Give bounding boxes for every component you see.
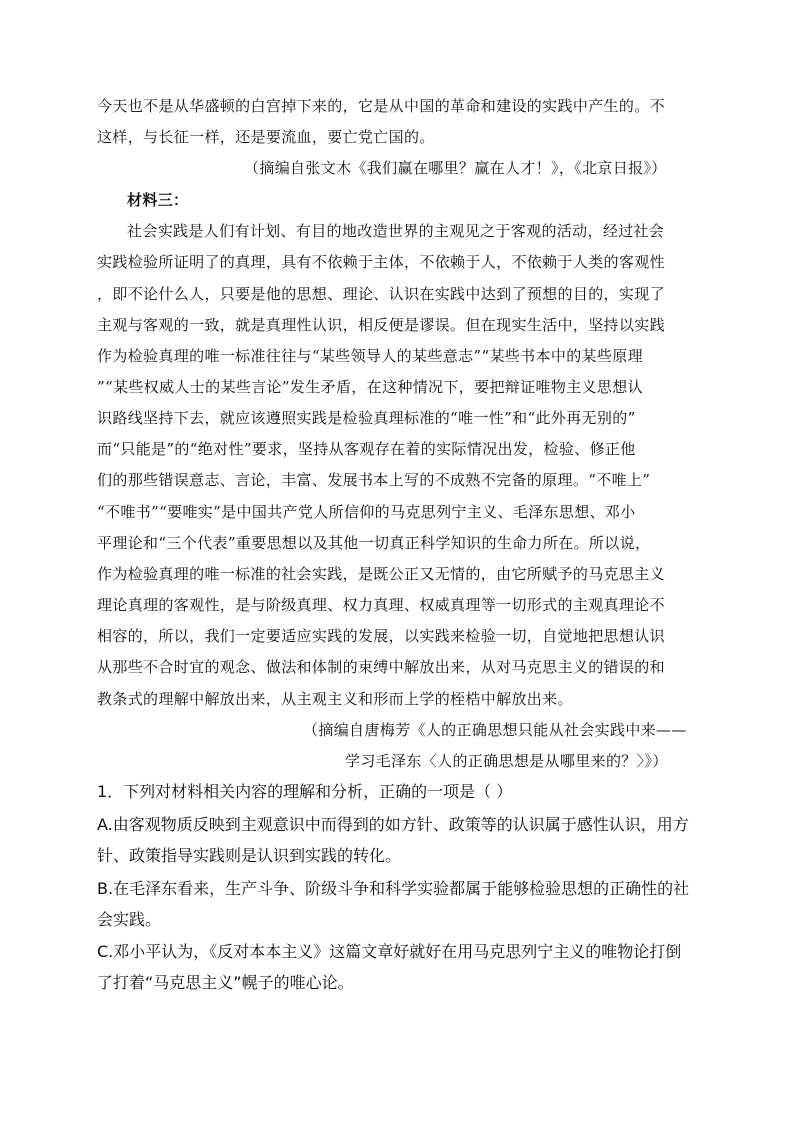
material3-line: ”“某些权威人士的某些言论”发生矛盾，在这种情况下，要把辩证唯物主义思想认: [97, 378, 643, 396]
option-b-line: 会实践。: [97, 910, 162, 929]
material3-line: ，即不论什么人，只要是他的思想、理论、认识在实践中达到了预想的目的，实现了: [97, 285, 665, 303]
material2-source: （摘编自张文木《我们赢在哪里？赢在人才！》，《北京日报》）: [244, 159, 667, 177]
material3-line: 而“只能是”的“绝对性”要求，坚持从客观存在着的实际情况出发，检验、修正他: [97, 440, 636, 458]
option-a-line: 针、政策指导实践则是认识到实践的转化。: [97, 846, 402, 865]
question-stem: 1．下列对材料相关内容的理解和分析，正确的一项是（ ）: [97, 782, 513, 801]
option-b-line: B.在毛泽东看来，生产斗争、阶级斗争和科学实验都属于能够检验思想的正确性的社: [97, 879, 690, 898]
material3-source: （摘编自唐梅芳《人的正确思想只能从社会实践中来——: [303, 721, 687, 739]
option-a-line: A.由客观物质反映到主观意识中而得到的如方针、政策等的认识属于感性认识，用方: [97, 815, 689, 834]
material3-source: 学习毛泽东〈人的正确思想是从哪里来的？〉》）: [345, 752, 668, 770]
material3-line: 社会实践是人们有计划、有目的地改造世界的主观见之于客观的活动，经过社会: [127, 222, 665, 240]
material3-line: 作为检验真理的唯一标准往往与“某些领导人的某些意志”“某些书本中的某些原理: [97, 347, 643, 365]
option-c-line: 了打着“马克思主义”幌子的唯心论。: [97, 973, 354, 992]
material3-line: 主观与客观的一致，就是真理性认识，相反便是谬误。但在现实生活中，坚持以实践: [97, 316, 665, 334]
material3-line: “不唯书”“要唯实”是中国共产党人所信仰的马克思列宁主义、毛泽东思想、邓小: [97, 503, 636, 521]
material3-line: 作为检验真理的唯一标准的社会实践，是既公正又无情的，由它所赋予的马克思主义: [97, 565, 665, 583]
material3-line: 们的那些错误意志、言论，丰富、发展书本上写的不成熟不完备的原理。“不唯上”: [97, 471, 651, 489]
material3-line: 教条式的理解中解放出来，从主观主义和形而上学的桎梏中解放出来。: [97, 690, 573, 708]
material3-line: 平理论和“三个代表”重要思想以及其他一切真正科学知识的生命力所在。所以说，: [97, 534, 651, 552]
material2-line: 这样，与长征一样，还是要流血，要亡党亡国的。: [97, 128, 435, 146]
option-c-line: C.邓小平认为，《反对本本主义》这篇文章好就好在用马克思列宁主义的唯物论打倒: [97, 942, 682, 961]
material3-line: 实践检验所证明了的真理，具有不依赖于主体，不依赖于人，不依赖于人类的客观性: [97, 253, 665, 271]
material2-line: 今天也不是从华盛顿的白宫掉下来的，它是从中国的革命和建设的实践中产生的。不: [97, 97, 665, 115]
material3-line: 从那些不合时宜的观念、做法和体制的束缚中解放出来，从对马克思主义的错误的和: [97, 658, 665, 676]
material3-heading: 材料三：: [127, 191, 189, 209]
material3-line: 识路线坚持下去，就应该遵照实践是检验真理标准的“唯一性”和“此外再无别的”: [97, 409, 636, 427]
material3-line: 相容的，所以，我们一定要适应实践的发展，以实践来检验一切，自觉地把思想认识: [97, 627, 665, 645]
material3-line: 理论真理的客观性，是与阶级真理、权力真理、权威真理等一切形式的主观真理论不: [97, 596, 665, 614]
